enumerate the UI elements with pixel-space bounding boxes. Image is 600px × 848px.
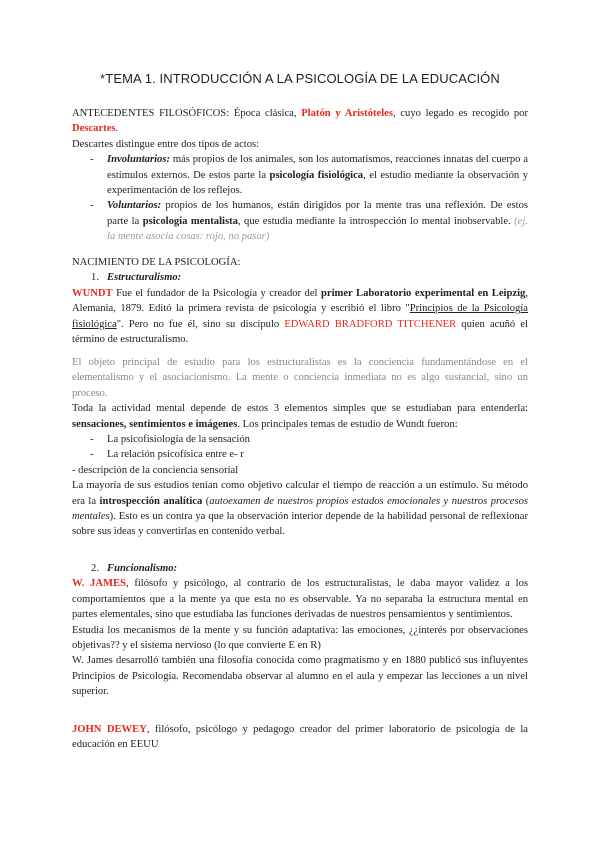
funcionalismo-title: Funcionalismo: [107,563,178,574]
nacimiento-heading: NACIMIENTO DE LA PSICOLOGÍA: [72,257,241,268]
objeto-section [72,355,528,540]
list-item: - Involuntarios: más propios de los animales, son los automatismos, reacciones innatas del cuerpo a estímulos externos. De estos parte la psicología fisiológica, el estudio mediante la observación y experimentación de los reflejos. [72,152,528,198]
example-note: (ej. la mente asocia cosas: rojo, no pasar) [107,215,528,243]
estudia-paragraph: Estudia los mecanismos de la mente y su función adaptativa: las emociones, ¿¿interés por observaciones objetivas?? y el sistema nervioso (lo que convierte E en R) [72,624,528,652]
antecedentes-heading: ANTECEDENTES FILOSÓFICOS: [72,108,230,119]
descripcion-line: - descripción de la conciencia sensorial [72,464,239,476]
temas-list [72,432,528,463]
funcionalismo-section [72,561,528,700]
objeto-paragraph: El objeto principal de estudio para los estructuralistas es la conciencia fundamentándose en el elementalismo y el asociacionismo. La mente o conciencia inmediata no es algo sustancial, sino un proceso. [72,357,528,399]
dewey-section [72,722,528,753]
book-title: Principios de la Psicología fisiológica [72,303,528,330]
descartes-distingue: Descartes distingue entre dos tipos de actos: [72,138,260,150]
platon-aristoteles: Platón y Aristóteles [301,108,393,119]
section-funcionalismo: 2. Funcionalismo: [91,563,178,574]
antecedentes-paragraph: ANTECEDENTES FILOSÓFICOS: Época clásica, Platón y Aristóteles, cuyo legado es recogido por Descartes. [72,108,528,135]
titchener-name: EDWARD BRADFORD TITCHENER [284,318,457,330]
descartes-name: Descartes [72,123,116,135]
page-title: *TEMA 1. INTRODUCCIÓN A LA PSICOLOGÍA DE LA EDUCACIÓN [100,71,500,86]
mayoria-paragraph: La mayoría de sus estudios tenían como objetivo calcular el tiempo de reacción a un estímulo. Su método era la introspección analítica (autoexamen de nuestros propios estados emocionales y nuestros procesos mentales). Esto es un contra ya que la observación interior depende de la habilidad personal de reflexionar sobre sus ideas y convertirlas en contenido verbal. [72,480,528,538]
wundt-paragraph: WUNDT Fue el fundador de la Psicología y creador del primer Laboratorio experimental en Leipzig, Alemania, 1879. Editó la primera revista de psicología y escribió el libro "Principios de la Psicología fisiológica". Pero no fue él, sino su discípulo EDWARD BRADFORD TITCHENER quien acuñó el término de estructuralismo. [72,287,528,346]
james-paragraph: W. JAMES, filósofo y psicólogo, al contrario de los estructuralistas, le daba mayor validez a los comportamientos que a la mente ya que esta no es observable. Ya no separaba la estructura mental en partes elementales, sino que estudiaba las funciones derivadas de nuestros pensamientos y sentimientos. [72,578,528,621]
list-item: - La relación psicofísica entre e- r [72,447,528,462]
dewey-paragraph: JOHN DEWEY, filósofo, psicólogo y pedagogo creador del primer laboratorio de psicología de la educación en EEUU [72,724,528,751]
involuntarios-label: Involuntarios: [107,154,170,166]
list-item: - Voluntarios: propios de los humanos, están dirigidos por la mente tras una reflexión. De estos parte la psicología mentalista, que estudia mediante la introspección lo mental inobservable. (ej. la mente asocia cosas: rojo, no pasar) [72,198,528,244]
antecedentes-section [72,106,528,245]
section-estructuralismo: 1. Estructuralismo: [91,272,182,284]
dewey-name: JOHN DEWEY [72,724,147,735]
estructuralismo-title: Estructuralismo: [107,272,182,284]
nacimiento-section [72,255,528,347]
list-item: - La psicofisiología de la sensación [72,432,528,447]
desarrollo-paragraph: W. James desarrolló también una filosofía conocida como pragmatismo y en 1880 publicó sus influyentes Principios de Psicología. Recomendaba observar al alumno en el aula y empezar las lecciones a un nivel superior. [72,655,528,698]
james-name: W. JAMES [72,578,126,590]
actos-list [72,152,528,244]
wundt-name: WUNDT [72,287,113,299]
voluntarios-label: Voluntarios: [107,200,162,212]
actividad-paragraph: Toda la actividad mental depende de estos 3 elementos simples que se estudiaban para entenderla: sensaciones, sentimientos e imágenes. Los principales temas de estudio de Wundt fueron: [72,403,528,430]
